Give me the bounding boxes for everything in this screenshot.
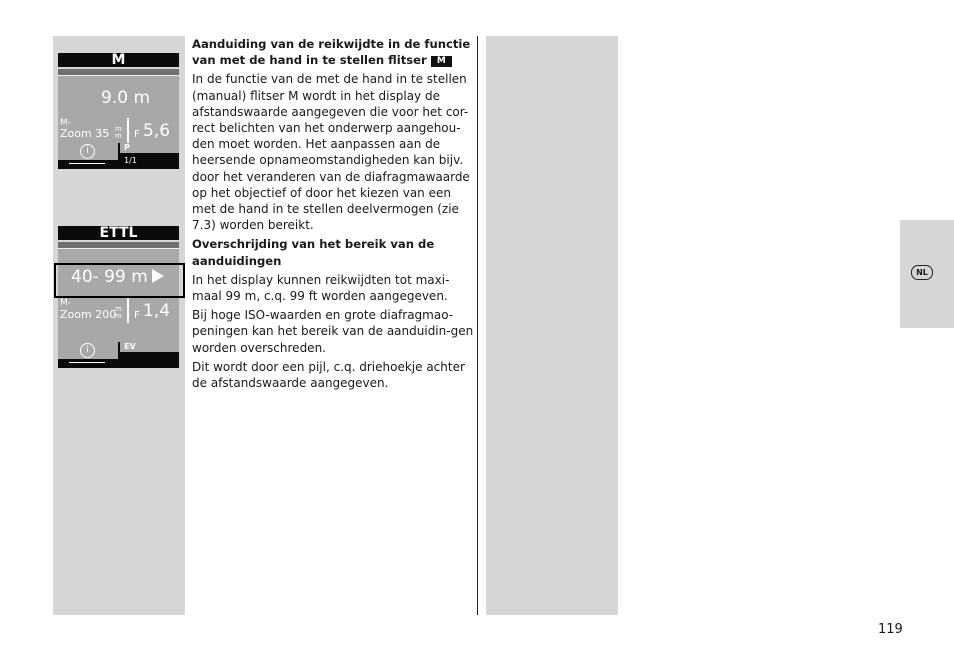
text-column xyxy=(192,36,474,394)
language-badge: NL xyxy=(911,265,933,280)
zoom-value: Zoom 200 xyxy=(60,308,117,321)
display-bottom-bar xyxy=(58,342,179,368)
zoom-value: Zoom 35 xyxy=(60,127,110,140)
f-label: F xyxy=(134,310,140,321)
page-number: 119 xyxy=(878,622,903,637)
info-button-area xyxy=(58,342,118,359)
info-icon: i xyxy=(80,144,95,159)
zoom-unit-top: m xyxy=(115,125,122,133)
paragraph-max-range: In het display kunnen reikwijdten tot maxi-maal 99 m, c.q. 99 ft worden aangegeven. xyxy=(192,272,450,304)
zoom-prefix: M- xyxy=(60,298,72,308)
display-main xyxy=(58,75,179,143)
heading-manual-text: Aanduiding van de reikwijdte in de functie van met de hand in te stellen flitser xyxy=(192,37,471,68)
info-icon: i xyxy=(80,343,95,358)
heading-range-exceeded: Overschrijding van het bereik van de aanduidingen xyxy=(192,237,435,268)
display-bottom-bar xyxy=(58,143,179,169)
column-divider xyxy=(477,36,478,615)
zoom-unit-bottom: m xyxy=(115,132,122,140)
paragraph-arrow: Dit wordt door een pijl, c.q. driehoekje achter de afstandswaarde aangegeven. xyxy=(192,359,465,391)
flash-display-manual xyxy=(58,52,179,169)
info-button-area xyxy=(58,143,118,160)
right-grey-column xyxy=(486,36,618,615)
info-underline xyxy=(69,362,105,363)
manual-mode-badge: M xyxy=(431,56,452,67)
paragraph-manual: In de functie van de met de hand in te stellen (manual) flitser M wordt in het display de afstandswaarde aangegeven die voor het cor-rect belichten van het onderwerp aangehou-den moet worden. Het aanpassen aan de heersende opnameomstandigheden kan bijv. door het veranderen van de diafragmawaarde op het objectief of door het kiezen van een met de hand in te stellen deelvermogen (zie 7.3) worden bereikt. xyxy=(192,72,470,233)
power-label: P xyxy=(124,143,130,152)
power-value: 1/1 xyxy=(124,156,137,165)
distance-value: 40- 99 m xyxy=(71,267,148,287)
heading-manual-range xyxy=(192,36,474,68)
ev-label: EV xyxy=(124,342,136,351)
f-number: 5,6 xyxy=(143,121,171,141)
highlight-frame xyxy=(54,263,185,298)
mode-header: M xyxy=(58,53,179,67)
value-separator xyxy=(127,298,129,323)
f-label: F xyxy=(134,129,140,140)
language-tab xyxy=(900,220,954,328)
zoom-prefix: M- xyxy=(60,118,72,128)
paragraph-iso: Bij hoge ISO-waarden en grote diafragmao-peningen kan het bereik van de aanduidin-gen worden overschreden. xyxy=(192,308,474,355)
zoom-unit-bottom: m xyxy=(115,312,122,320)
f-number: 1,4 xyxy=(143,301,171,321)
info-underline xyxy=(69,163,105,164)
mode-header: ETTL xyxy=(58,226,179,240)
zoom-unit-top: m xyxy=(115,305,122,313)
value-separator xyxy=(127,118,129,143)
distance-value: 9.0 m xyxy=(101,88,150,108)
